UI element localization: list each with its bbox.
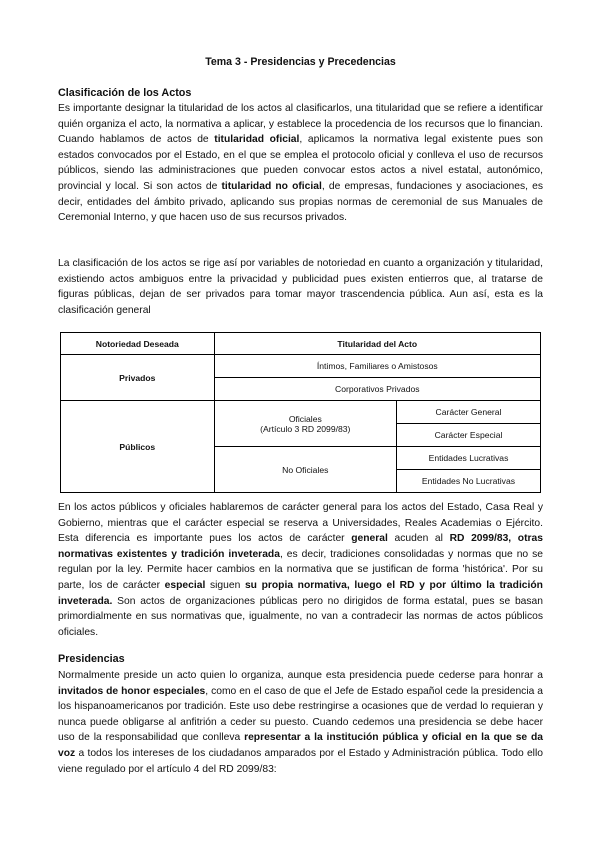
text-run: En los actos públicos y oficiales hablaremos de carácter general para los actos del Estado, Casa Real y Gobierno, mientras que el carácter especial se reserva a Universidades, Reales Academias o Ejército. Esta diferencia es importante pues los actos de carácter — [58, 502, 543, 545]
bold-run: RD 2099/83, otras normativas existentes y tradición inveterada — [58, 533, 543, 560]
text-run: , es decir, tradiciones consolidadas y normas que no se regulan por la ley. Permite hacer cambios en la normativa que se justifican de forma 'histórica'. Por su parte, los de carácter — [58, 548, 544, 591]
cell-caracter-especial: Carácter Especial — [396, 424, 540, 447]
header-notoriedad: Notoriedad Deseada — [61, 333, 215, 355]
cell-lucrativas: Entidades Lucrativas — [396, 447, 540, 470]
bold-run: titularidad oficial — [214, 134, 300, 146]
bold-run: general — [351, 533, 388, 545]
paragraph-notoriedad: La clasificación de los actos se rige así por variables de notoriedad en cuanto a organización y titularidad, existiendo actos ambiguos entre la privacidad y publicidad pues existen entierros que, al tratarse de figuras públicas, dejan de ser privados para tomar mayor trascendencia pública. Aun así, esta es la clasificación general — [58, 258, 543, 316]
cell-no-lucrativas: Entidades No Lucrativas — [396, 470, 540, 493]
text-run: Es importante designar la titularidad de los actos al clasificarlos, una titularidad que se refiere a identificar quién organiza el acto, la normativa a aplicar, y establece la procedencia de los recursos que lo financian. Cuando hablamos de actos de — [58, 103, 543, 146]
text-run: Normalmente preside un acto quien lo organiza, aunque esta presidencia puede cederse para honrar a — [58, 670, 543, 681]
cell-intimos: Íntimos, Familiares o Amistosos — [214, 355, 540, 378]
text-run: acuden al — [387, 533, 450, 545]
paragraph-presidencias — [58, 668, 543, 777]
cell-oficiales — [214, 401, 396, 447]
section-heading-presidencias: Presidencias — [58, 653, 125, 665]
oficiales-label: Oficiales — [288, 413, 322, 424]
bold-run: titularidad no oficial — [221, 180, 322, 192]
paragraph-titularidad — [58, 101, 543, 226]
table-row — [61, 401, 541, 424]
cell-caracter-general: Carácter General — [396, 401, 540, 424]
header-titularidad: Titularidad del Acto — [214, 333, 540, 355]
group-privados: Privados — [61, 355, 215, 401]
paragraph-caracter — [58, 500, 543, 640]
bold-run: especial — [164, 579, 206, 591]
bold-run: invitados de honor especiales — [58, 685, 206, 697]
table-header-row — [61, 333, 541, 355]
oficiales-article: (Artículo 3 RD 2099/83) — [260, 423, 351, 434]
classification-table — [60, 332, 541, 493]
text-run: a todos los intereses de los ciudadanos amparados por el Estado y Administración pública. Todo ello viene regulado por el artículo 4 del RD 2099/83: — [58, 747, 543, 775]
cell-corporativos: Corporativos Privados — [214, 378, 540, 401]
text-run: , de empresas, fundaciones y asociaciones, es decir, entidades del ámbito privado, aplicando sus propias normas de ceremonial de sus Manuales de Ceremonial Interno, y que hacen uso de sus recursos privados. — [58, 180, 544, 224]
group-publicos: Públicos — [61, 401, 215, 493]
bold-run: su propia normativa, luego el RD y por último la tradición inveterada. — [58, 579, 543, 607]
bold-run: representar a la institución pública y oficial en la que se da voz — [58, 732, 543, 759]
text-run: , aplicamos la normativa legal existente pues son estados convocados por el Estado, en el que se emplea el protocolo oficial y conlleva el uso de recursos públicos, siendo las administraciones que pueden convocar estos actos a nivel estatal, autonómico, provincial y local. Si son actos de — [58, 134, 543, 192]
cell-no-oficiales: No Oficiales — [214, 447, 396, 493]
section-heading-clasificacion: Clasificación de los Actos — [58, 87, 192, 99]
table-row — [61, 355, 541, 378]
text-run: siguen — [205, 579, 245, 591]
document-title: Tema 3 - Presidencias y Precedencias — [205, 56, 396, 68]
text-run: , como en el caso de que el Jefe de Estado español cede la presidencia a los hispanoamericanos por tradición. Este uso debe restringirse a ocasiones que de verdad lo requieran y nunca puede obligarse al anfitrión a ceder su puesto. Cuando cedemos una presidencia se debe hacer uso de la responsabilidad que conlleva — [58, 685, 543, 744]
text-run: Son actos de organizaciones públicas pero no dirigidos de forma estatal, pues se basan primordialmente en sus normativas que, igualmente, no van a contradecir las normas de actos públicos oficiales. — [58, 595, 543, 638]
